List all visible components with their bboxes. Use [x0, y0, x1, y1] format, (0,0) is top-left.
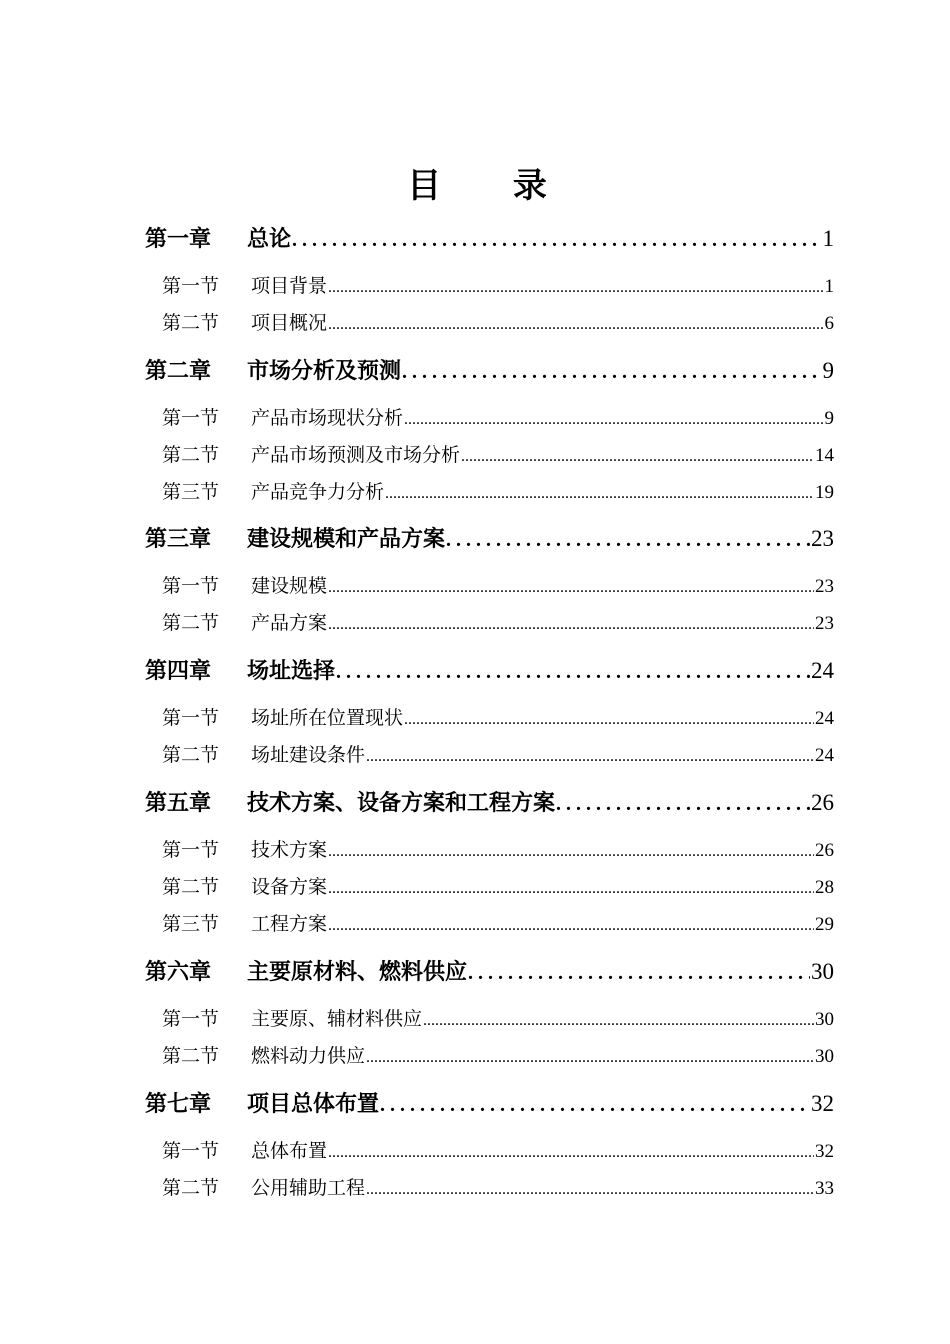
- section-number: 第一节: [162, 407, 220, 429]
- toc-section-entry[interactable]: [162, 835, 834, 862]
- section-number: 第一节: [162, 707, 220, 729]
- chapter-number: 第六章: [145, 959, 212, 985]
- section-number: 第二节: [162, 612, 220, 634]
- page-number: 32: [811, 1091, 834, 1116]
- section-number: 第三节: [162, 481, 220, 503]
- toc-section-entry[interactable]: [162, 440, 834, 467]
- dot-leader: [366, 748, 814, 766]
- section-number: 第一节: [162, 1140, 220, 1162]
- dot-leader: [385, 485, 814, 503]
- section-number: 第二节: [162, 744, 220, 766]
- page-number: 23: [815, 613, 834, 634]
- section-title: 设备方案: [251, 876, 328, 898]
- chapter-number: 第七章: [145, 1091, 212, 1117]
- dot-leader: [380, 1094, 810, 1117]
- section-number: 第三节: [162, 913, 220, 935]
- toc-section-entry[interactable]: [162, 872, 834, 899]
- toc-section-entry[interactable]: [162, 571, 834, 598]
- page-number: 9: [822, 358, 834, 383]
- toc-section-entry[interactable]: [162, 909, 834, 936]
- dot-leader: [292, 229, 821, 252]
- toc-section-entry[interactable]: [162, 477, 834, 504]
- section-number: 第二节: [162, 312, 220, 334]
- chapter-number: 第三章: [145, 526, 212, 552]
- section-title: 公用辅助工程: [251, 1177, 366, 1199]
- dot-leader: [404, 711, 814, 729]
- page-number: 1: [822, 226, 834, 251]
- toc-section-entry[interactable]: [162, 740, 834, 767]
- section-title: 项目背景: [251, 275, 328, 297]
- section-title: 总体布置: [251, 1140, 328, 1162]
- section-title: 燃料动力供应: [251, 1045, 366, 1067]
- section-title: 产品竞争力分析: [251, 481, 385, 503]
- section-number: 第一节: [162, 839, 220, 861]
- section-title: 场址建设条件: [251, 744, 366, 766]
- page-number: 30: [815, 1009, 834, 1030]
- section-title: 场址所在位置现状: [251, 707, 404, 729]
- dot-leader: [336, 661, 810, 684]
- chapter-title: 技术方案、设备方案和工程方案: [247, 790, 556, 816]
- dot-leader: [404, 411, 823, 429]
- section-title: 主要原、辅材料供应: [251, 1008, 423, 1030]
- dot-leader: [461, 448, 814, 466]
- toc-chapter-entry[interactable]: [145, 522, 834, 553]
- dot-leader: [328, 579, 814, 597]
- section-title: 产品市场现状分析: [251, 407, 404, 429]
- page-number: 32: [815, 1141, 834, 1162]
- chapter-number: 第五章: [145, 790, 212, 816]
- chapter-title: 主要原材料、燃料供应: [247, 959, 468, 985]
- section-number: 第二节: [162, 876, 220, 898]
- toc-section-entry[interactable]: [162, 308, 834, 335]
- page-number: 33: [815, 1178, 834, 1199]
- dot-leader: [366, 1049, 814, 1067]
- page-number: 30: [815, 1046, 834, 1067]
- section-number: 第一节: [162, 275, 220, 297]
- page-number: 19: [815, 482, 834, 503]
- page-number: 26: [815, 840, 834, 861]
- section-title: 建设规模: [251, 575, 328, 597]
- dot-leader: [402, 361, 821, 384]
- dot-leader: [328, 316, 823, 334]
- toc-section-entry[interactable]: [162, 608, 834, 635]
- section-number: 第二节: [162, 1177, 220, 1199]
- toc-section-entry[interactable]: [162, 1173, 834, 1200]
- chapter-title: 场址选择: [247, 658, 336, 684]
- section-number: 第二节: [162, 1045, 220, 1067]
- chapter-title: 总论: [247, 226, 292, 252]
- page-number: 1: [824, 276, 834, 297]
- section-title: 产品市场预测及市场分析: [251, 444, 461, 466]
- toc-chapter-entry[interactable]: [145, 222, 834, 253]
- page-number: 6: [824, 313, 834, 334]
- page-number: 9: [824, 408, 834, 429]
- page-number: 23: [811, 526, 834, 551]
- section-title: 技术方案: [251, 839, 328, 861]
- dot-leader: [328, 616, 814, 634]
- chapter-title: 项目总体布置: [247, 1091, 380, 1117]
- page-number: 29: [815, 914, 834, 935]
- dot-leader: [328, 917, 814, 935]
- toc-section-entry[interactable]: [162, 703, 834, 730]
- chapter-title: 建设规模和产品方案: [247, 526, 446, 552]
- toc-chapter-entry[interactable]: [145, 786, 834, 817]
- dot-leader: [366, 1181, 814, 1199]
- section-number: 第一节: [162, 575, 220, 597]
- page-number: 24: [815, 708, 834, 729]
- toc-section-entry[interactable]: [162, 1136, 834, 1163]
- dot-leader: [328, 1144, 814, 1162]
- dot-leader: [446, 529, 810, 552]
- dot-leader: [328, 843, 814, 861]
- page-number: 14: [815, 445, 834, 466]
- page-number: 26: [811, 790, 834, 815]
- page-number: 30: [811, 959, 834, 984]
- toc-section-entry[interactable]: [162, 271, 834, 298]
- page-number: 24: [815, 745, 834, 766]
- dot-leader: [328, 279, 823, 297]
- chapter-title: 市场分析及预测: [247, 358, 402, 384]
- section-title: 产品方案: [251, 612, 328, 634]
- dot-leader: [468, 962, 810, 985]
- toc-title: 目 录: [407, 166, 577, 206]
- page-number: 28: [815, 877, 834, 898]
- section-title: 工程方案: [251, 913, 328, 935]
- toc-chapter-entry[interactable]: [145, 1087, 834, 1118]
- section-number: 第一节: [162, 1008, 220, 1030]
- dot-leader: [328, 880, 814, 898]
- toc-chapter-entry[interactable]: [145, 955, 834, 986]
- chapter-number: 第二章: [145, 358, 212, 384]
- page-number: 23: [815, 576, 834, 597]
- toc-section-entry[interactable]: [162, 403, 834, 430]
- toc-chapter-entry[interactable]: [145, 354, 834, 385]
- toc-chapter-entry[interactable]: [145, 654, 834, 685]
- section-title: 项目概况: [251, 312, 328, 334]
- page-number: 24: [811, 658, 834, 683]
- toc-section-entry[interactable]: [162, 1041, 834, 1068]
- dot-leader: [556, 793, 810, 816]
- dot-leader: [423, 1012, 814, 1030]
- section-number: 第二节: [162, 444, 220, 466]
- toc-section-entry[interactable]: [162, 1004, 834, 1031]
- chapter-number: 第一章: [145, 226, 212, 252]
- chapter-number: 第四章: [145, 658, 212, 684]
